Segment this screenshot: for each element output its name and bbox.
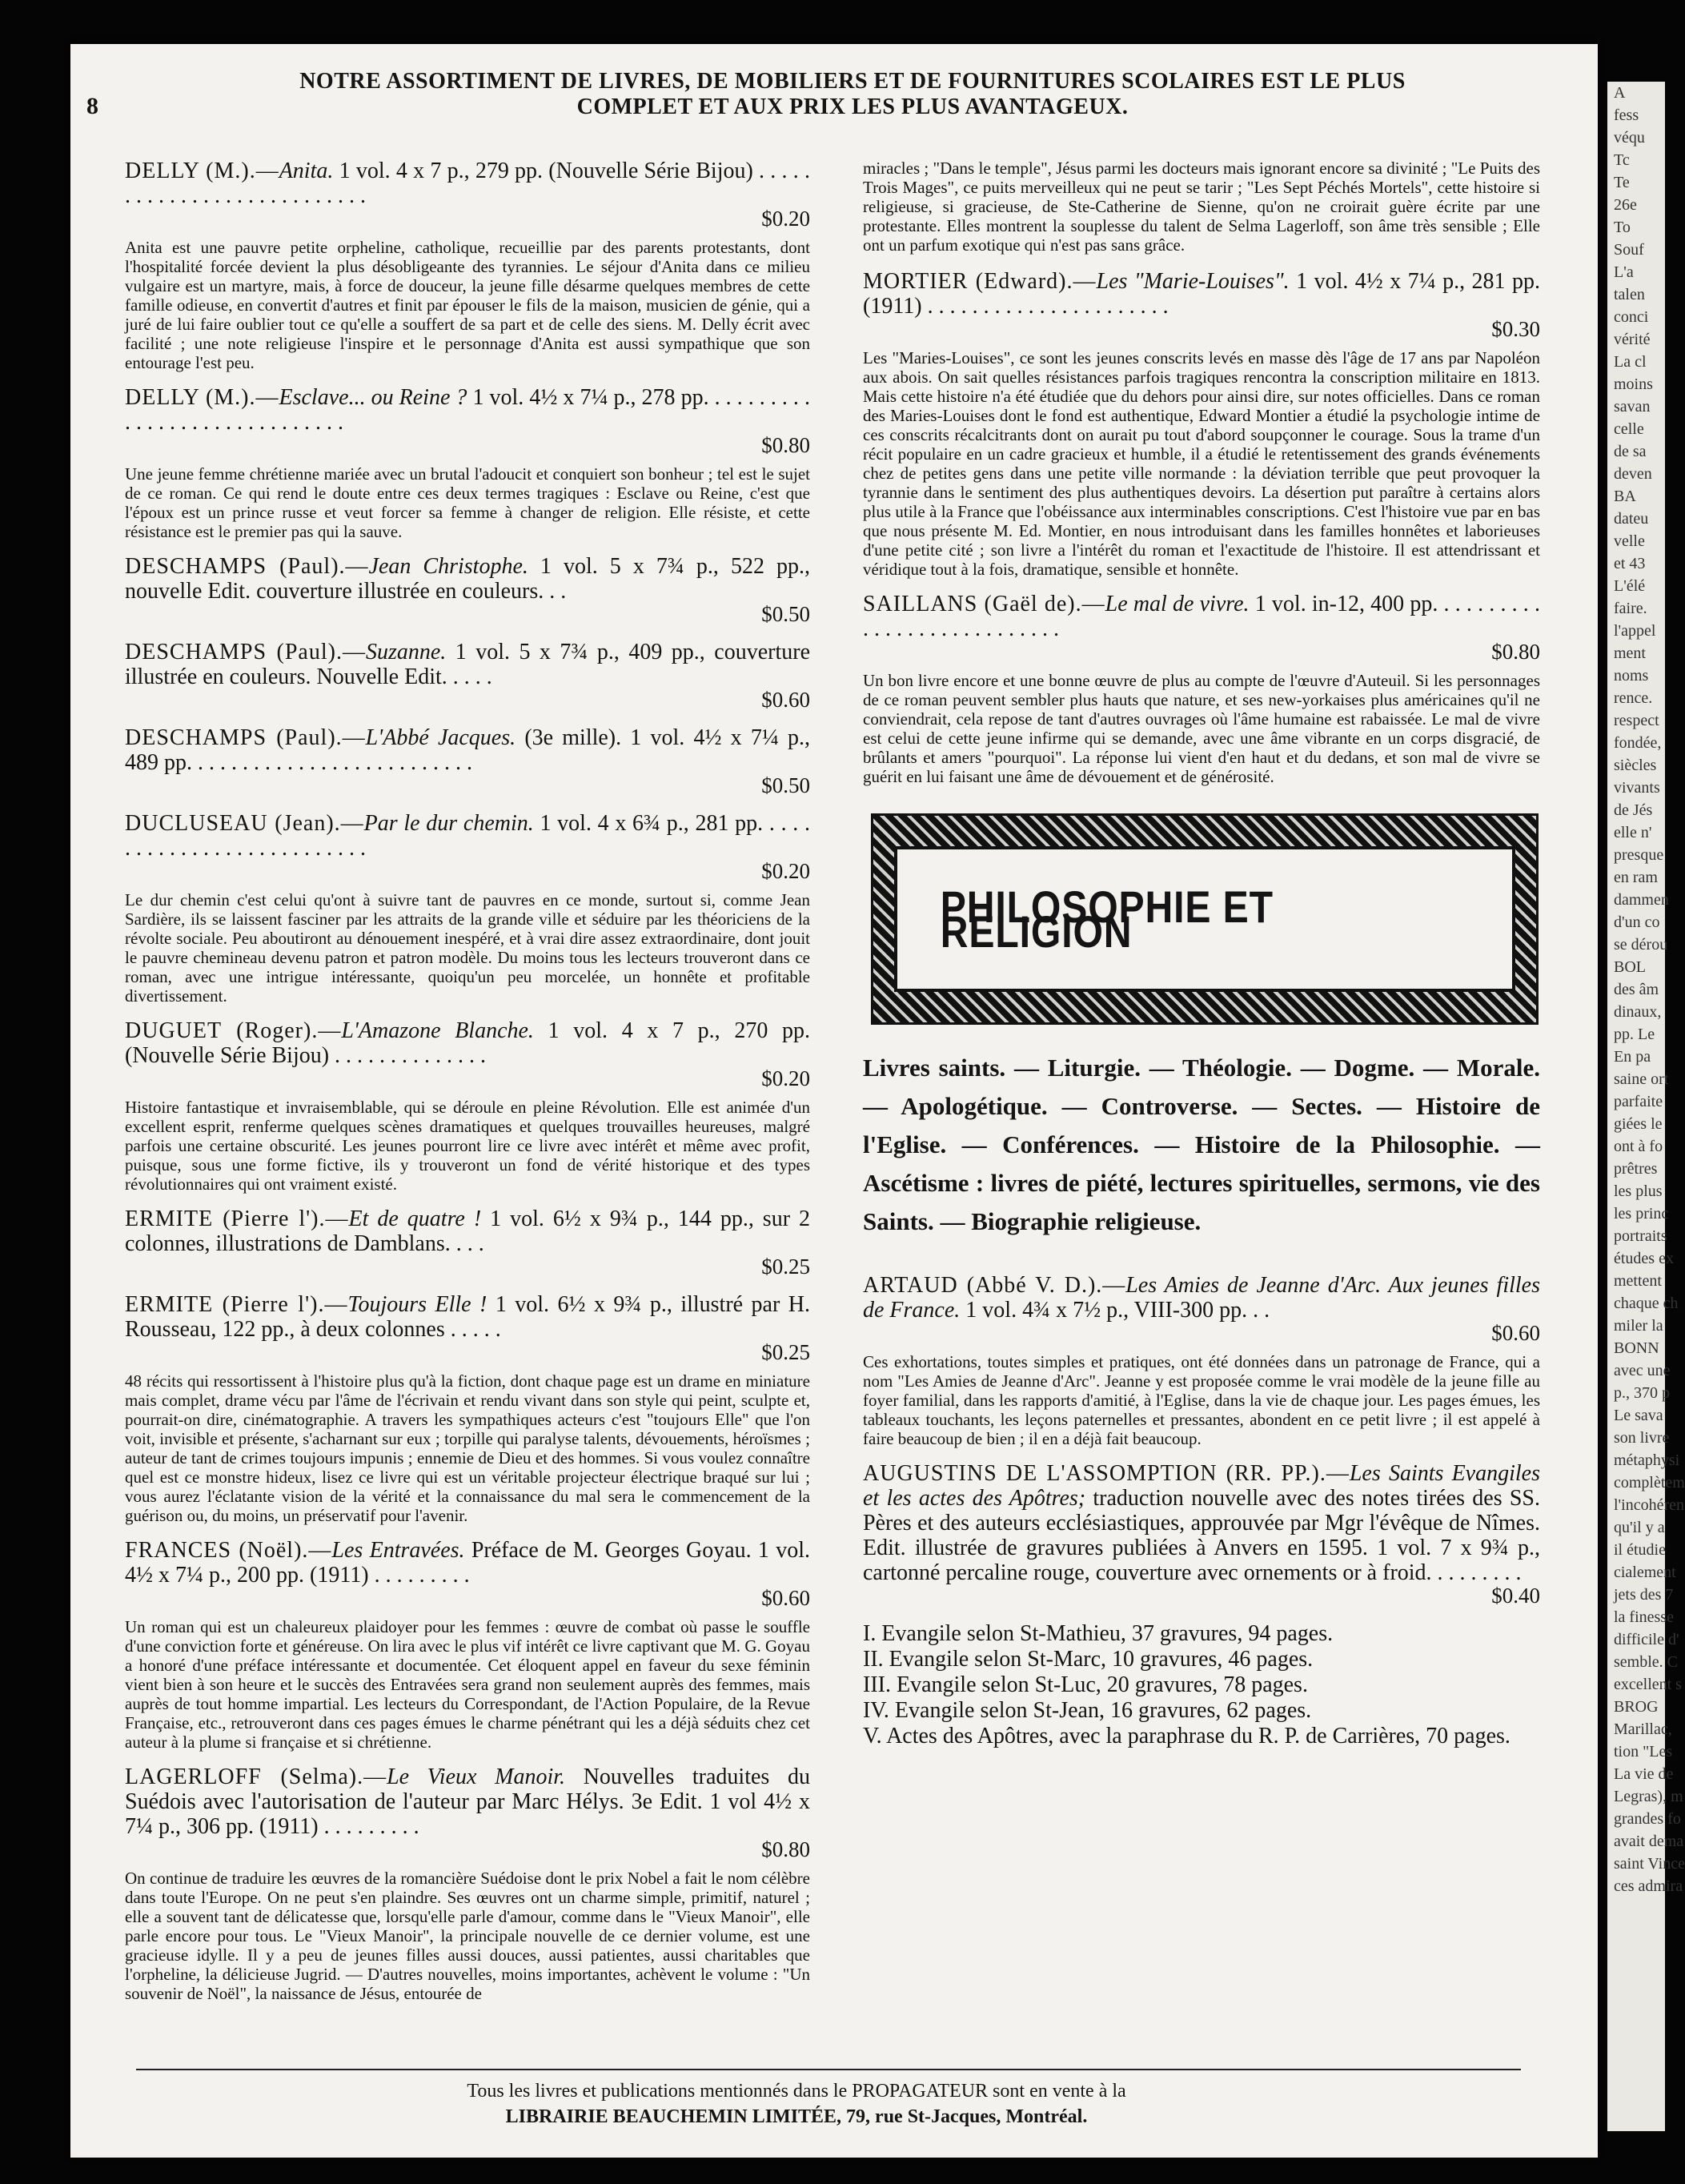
footer-line-1: Tous les livres et publications mentionnés dans le PROPAGATEUR sont en vente à la <box>467 2081 1126 2102</box>
next-page-fragment: avait dema <box>1614 1833 1684 1850</box>
entry-author: DESCHAMPS (Paul).— <box>125 640 366 664</box>
entry-author: ERMITE (Pierre l').— <box>125 1206 349 1231</box>
next-page-fragment: faire. <box>1614 600 1647 617</box>
header-line-2: COMPLET ET AUX PRIX LES PLUS AVANTAGEUX. <box>576 94 1129 119</box>
book-entry <box>125 1206 810 1279</box>
next-page-fragment: chaque ch <box>1614 1295 1679 1312</box>
entry-description: Les "Maries-Louises", ce sont les jeunes conscrits levés en masse dès l'âge de 17 ans par Napoléon aux abois. On sait quelles résistances parfois tragiques rencontra la conscription militaire en 1813. Mais cette histoire n'a été étudiée que du dehors pour ainsi dire, sur notes officielles. Dans ce roman des Maries-Louises dont le fond est authentique, Edward Montier a étudié la psychologie intime de ces conscrits récalcitrants dont on aurait pu tout d'abord soupçonner le courage. Sous la trame d'un récit populaire en un cadre gracieux et humble, il a étudié le retentissement des grands événements chez de petites gens dans une petite ville normande : la déviation terrible que peut provoquer la tyrannie dans le sentiment des plus authentiques devoirs. La désertion put paraître à certains alors plus utile à la France que l'obéissance aux interminables conscriptions. C'est l'histoire vue par en bas que nous présente M. Ed. Montier, en nous introduisant dans les familles honnêtes et laborieuses d'une petite cité ; son livre a l'intérêt du roman et l'exactitude de l'histoire. Il est attendrissant et véridique tout à la fois, dramatique, sensible et honnête. <box>863 348 1540 579</box>
right-entries <box>863 269 1540 786</box>
entry-details: Préface de M. Georges Goyau. 1 vol. 4½ x 7¼ p., 200 pp. (1911) . . . . . . . . . <box>125 1538 810 1588</box>
next-page-fragment: excellent s <box>1614 1676 1682 1693</box>
next-page-fragment: métaphysi <box>1614 1451 1680 1469</box>
next-page-fragment: prêtres <box>1614 1160 1658 1178</box>
next-page-fragment: saine ort <box>1614 1070 1669 1088</box>
entry-description: 48 récits qui ressortissent à l'histoire plus qu'à la fiction, dont chaque page est un drame en miniature mais complet, drame vécu par l'âme de l'écrivain et rendu vivant dans son style qui peint, sculpte et, pourrait-on dire, cinématographie. A travers les sympathiques acteurs c'est "toujours Elle" que l'on voit, invisible et présente, s'acharnant sur eux ; torpille qui paralyse talents, dévouements, héroïsmes ; auteur de tant de crimes toujours impunis ; ennemie de Dieu et des hommes. Si vous voulez connaître quel est ce monstre hideux, lisez ce livre qui est un véritable projecteur électrique braqué sur lui ; vous aurez l'éclatante vision de la vérité et la connaissance du mal sera le commencement de la guérison ou, du moins, un préservatif pour l'avenir. <box>125 1371 810 1525</box>
entry-author: FRANCES (Noël).— <box>125 1538 332 1563</box>
religion-entries <box>863 1273 1540 1608</box>
next-page-fragment: L'élé <box>1614 577 1646 595</box>
entry-author: MORTIER (Edward).— <box>863 269 1097 294</box>
next-page-fragment: To <box>1614 219 1631 236</box>
continued-text: miracles ; "Dans le temple", Jésus parmi les docteurs mais ignorant encore sa divinité ; "Le Puits des Trois Mages", ce puits merveilleux qui ne peut se tarir ; "Les Sept Péchés Mortels", cette histoire si religieuse, si gracieuse, de Ste-Catherine de Sienne, qu'on ne croirait guère écrite par une protestante. Elles montrent la souplesse du talent de Selma Lagerloff, son âme très sensible ; Elle ont un parfum exotique qui n'est pas sans grâce. <box>863 159 1540 255</box>
entry-details: 1 vol. 4¾ x 7½ p., VIII-300 pp. . . <box>960 1298 1270 1323</box>
entry-heading <box>125 640 810 689</box>
next-page-fragment: p., 370 p <box>1614 1384 1670 1402</box>
topics-list: Livres saints. — Liturgie. — Théologie. — Dogme. — Morale. — Apologétique. — Controverse. — Sectes. — Histoire de l'Eglise. — Conférences. — Histoire de la Philosophie. — Ascétisme : livres de piété, lectures spirituelles, sermons, vie des Saints. — Biographie religieuse. <box>863 1054 1540 1235</box>
next-page-fragment: 26e <box>1614 196 1637 214</box>
entry-author: DESCHAMPS (Paul).— <box>125 725 366 750</box>
next-page-fragment: de sa <box>1614 443 1647 460</box>
next-page-fragment: La cl <box>1614 353 1647 371</box>
entry-price: $0.40 <box>1491 1584 1540 1608</box>
next-page-fragment: l'appel <box>1614 622 1656 640</box>
page-number: 8 <box>86 93 98 119</box>
left-column <box>125 159 810 2016</box>
next-page-fragment: avec une <box>1614 1362 1671 1379</box>
entry-author: SAILLANS (Gaël de).— <box>863 592 1105 616</box>
entry-price: $0.60 <box>761 688 810 712</box>
entry-heading <box>125 159 810 208</box>
entry-author: ARTAUD (Abbé V. D.).— <box>863 1273 1126 1298</box>
book-entry <box>863 1273 1540 1448</box>
section-title-frame <box>894 846 1515 992</box>
entry-title: Suzanne. <box>365 640 447 664</box>
next-page-fragment: les plus <box>1614 1182 1663 1200</box>
entry-details: (3e mille). 1 vol. 4½ x 7¼ p., 489 pp. . . . . . . . . . . . . . . . . . . . . . . . . . <box>125 725 811 775</box>
gospel-list-item: IV. Evangile selon St-Jean, 16 gravures, 62 pages. <box>863 1698 1312 1723</box>
next-page-fragment: son livre <box>1614 1429 1670 1447</box>
entry-heading <box>125 1018 810 1068</box>
entry-details: 1 vol. 6½ x 9¾ p., illustré par H. Rousseau, 122 pp., à deux colonnes . . . . . <box>125 1292 810 1342</box>
next-page-fragment: Souf <box>1614 241 1644 259</box>
next-page-fragment: vérité <box>1614 331 1651 348</box>
next-page-fragment: cialement <box>1614 1564 1676 1581</box>
gospel-list-item: I. Evangile selon St-Mathieu, 37 gravures, 94 pages. <box>863 1621 1334 1646</box>
next-page-fragment: ont à fo <box>1614 1138 1663 1155</box>
entry-title: Toujours Elle ! <box>347 1292 487 1317</box>
entry-description: Le dur chemin c'est celui qu'ont à suivre tant de pauvres en ce monde, surtout si, comme Jean Sardière, ils se laissent fasciner par les attraits de la grande ville et séduire par les théoriciens de la révolte sociale. Peu aboutiront au dénouement inespéré, et à vrai dire assez extraordinaire, dont jouit le pauvre chemineau devenu patron et patron modèle. Du moins tous les lecteurs trouveront dans ce roman, avec une intrigue intéressante, quoiqu'un peu morcelée, un honnête et profitable divertissement. <box>125 890 810 1006</box>
next-page-fragment: BA <box>1614 488 1636 505</box>
next-page-fragment: giées le <box>1614 1115 1663 1133</box>
entry-price: $0.20 <box>761 1066 810 1090</box>
gospel-list <box>863 1621 1540 1749</box>
next-page-fragment: en ram <box>1614 869 1658 886</box>
entry-details: Nouvelles traduites du Suédois avec l'autorisation de l'auteur par Marc Hélys. 3e Edit. 1 vol 4½ x 7¼ p., 306 pp. (1911) . . . . . . . . . <box>125 1764 810 1839</box>
entry-details: traduction nouvelle avec des notes tirées des SS. Pères et des auteurs ecclésiastiques, approuvée par Mgr l'évêque de Nîmes. Edit. illustrée de gravures publiées à Anvers en 1595. 1 vol. 7 x 9¾ p., cartonné percaline rouge, couverture avec ornements or à froid. . . . . . . . . <box>863 1486 1540 1585</box>
next-page-fragment: presque <box>1614 846 1664 864</box>
entry-author: DUCLUSEAU (Jean).— <box>125 811 364 836</box>
book-entry <box>125 1538 810 1752</box>
next-page-fragment: Marillac, <box>1614 1720 1672 1738</box>
next-page-fragment: conci <box>1614 308 1649 326</box>
entry-title: Et de quatre ! <box>348 1206 482 1231</box>
next-page-fragment: et 43 <box>1614 555 1646 572</box>
entry-details: 1 vol. 5 x 7¾ p., 522 pp., nouvelle Edit. couverture illustrée en couleurs. . . <box>125 554 811 604</box>
next-page-fragment: se dérou <box>1614 936 1668 953</box>
next-page-fragment: L'a <box>1614 263 1634 281</box>
book-entry <box>125 725 810 798</box>
book-entry <box>863 1461 1540 1608</box>
next-page-fragment: A <box>1614 84 1626 102</box>
entry-heading <box>125 1292 810 1342</box>
next-page-fragment: talen <box>1614 286 1645 303</box>
footer-rule <box>136 2069 1521 2070</box>
entry-description: Une jeune femme chrétienne mariée avec un brutal l'adoucit et conquiert son bonheur ; tel est le sujet de ce roman. Ce qui rend le doute entre ces deux termes tragiques : Esclave ou Reine, c'est que l'époux est un prince russe et veut forcer sa femme à changer de religion. Elle résiste, et cette résistance est le premier pas qui la sauve. <box>125 464 810 541</box>
next-page-fragment: BROG <box>1614 1698 1659 1716</box>
next-page-fragment: miler la <box>1614 1317 1663 1335</box>
entry-details: 1 vol. 4½ x 7¼ p., 278 pp. . . . . . . . . . . . . . . . . . . . . . . . . . . . . . <box>125 385 810 435</box>
entry-heading <box>863 1461 1540 1585</box>
entry-heading <box>125 1538 810 1588</box>
entry-details: 1 vol. 4 x 6¾ p., 281 pp. . . . . . . . . . . . . . . . . . . . . . . . . . . <box>125 811 810 861</box>
entry-description: On continue de traduire les œuvres de la romancière Suédoise dont le prix Nobel a fait le nom célèbre dans toute l'Europe. On ne peut s'en plaindre. Ses œuvres ont un charme simple, primitif, naturel ; elle a souvent tant de délicatesse que, lorsqu'elle parle d'amour, comme dans le "Vieux Manoir", elle parle encore pour tous. Le "Vieux Manoir", la principale nouvelle de ce dernier volume, est une gracieuse idylle. Il y a peu de jeunes filles aussi douces, aussi patientes, aussi charitables que l'orpheline, la délicieuse Jugrid. — D'autres nouvelles, moins importantes, achèvent le volume : "Un souvenir de Noël", la naissance de Jésus, entourée de <box>125 1869 810 2003</box>
entry-title: Le Vieux Manoir. <box>387 1764 566 1789</box>
next-page-fragment: parfaite <box>1614 1093 1663 1110</box>
next-page-fragment: elle n' <box>1614 824 1652 841</box>
book-entry <box>863 592 1540 786</box>
book-entry <box>125 554 810 627</box>
next-page-fragment: qu'il y a <box>1614 1519 1665 1536</box>
next-page-fragment: véqu <box>1614 129 1645 147</box>
entry-price: $0.50 <box>761 773 810 797</box>
book-entry <box>125 159 810 372</box>
entry-title: Jean Christophe. <box>368 554 528 579</box>
next-page-fragment: grandes fo <box>1614 1810 1681 1828</box>
book-entry <box>125 1292 810 1525</box>
book-entry <box>125 385 810 541</box>
section-title: PHILOSOPHIE ET RELIGION <box>940 881 1274 957</box>
next-page-fragment: Te <box>1614 174 1630 191</box>
next-page-fragment: noms <box>1614 667 1649 685</box>
entry-heading <box>863 592 1540 641</box>
next-page-fragment: saint Vince <box>1614 1855 1685 1873</box>
next-page-fragment: BONN <box>1614 1339 1659 1357</box>
entry-details: 1 vol. in-12, 400 pp. . . . . . . . . . . . . . . . . . . . . . . . . . . . <box>863 592 1540 641</box>
entry-details: 1 vol. 5 x 7¾ p., 409 pp., couverture illustrée en couleurs. Nouvelle Edit. . . . . <box>125 640 810 689</box>
entry-title: Les Saints Evangiles et les actes des Apôtres; <box>863 1461 1540 1511</box>
next-page-fragment: portraits <box>1614 1227 1667 1245</box>
next-page-fragment: rence. <box>1614 689 1653 707</box>
entry-price: $0.50 <box>761 602 810 626</box>
entry-price: $0.60 <box>1491 1321 1540 1345</box>
entry-heading <box>125 1764 810 1839</box>
next-page-fragment: respect <box>1614 712 1659 729</box>
entry-description: Ces exhortations, toutes simples et pratiques, ont été données dans un patronage de France, qui a nom "Les Amies de Jeanne d'Arc". Jeanne y est proposée comme le vrai modèle de la jeune fille au foyer familial, dans les rapports d'amitié, à l'Eglise, dans la vie de chaque jour. Les pages émues, les tableaux touchants, les leçons paternelles et pressantes, abondent en ce petit livre ; il est appelé à faire beaucoup de bien ; il en a déjà fait beaucoup. <box>863 1352 1540 1448</box>
entry-title: Anita. <box>279 159 334 183</box>
next-page-fragment: semble. C <box>1614 1653 1678 1671</box>
next-page-fragment: Tc <box>1614 151 1630 169</box>
next-page-fragment: mettent <box>1614 1272 1662 1290</box>
next-page-fragment: études ex <box>1614 1250 1674 1267</box>
entry-description: Histoire fantastique et invraisemblable, qui se déroule en pleine Révolution. Elle est animée d'un excellent esprit, renferme quelques scènes dramatiques et quelques trouvailles heureuses, malgré parfois une certaine obscurité. Les jeunes pourront lire ce livre avec intérêt et même avec profit, puisque, sous une forme fictive, ils y trouveront un fond de vérité historique et des types révolutionnaires qui ont vraiment existé. <box>125 1098 810 1194</box>
next-page-fragment: de Jés <box>1614 801 1653 819</box>
entry-heading <box>863 1273 1540 1323</box>
book-entry <box>125 1764 810 2003</box>
next-page-fragment: En pa <box>1614 1048 1651 1066</box>
entry-title: L'Abbé Jacques. <box>365 725 516 750</box>
next-page-fragment: vivants <box>1614 779 1660 797</box>
book-entry <box>125 1018 810 1194</box>
entry-price: $0.25 <box>761 1255 810 1279</box>
entry-description: Un bon livre encore et une bonne œuvre de plus au compte de l'œuvre d'Auteuil. Si les personnages de ce roman peuvent sembler plus hauts que nature, et ses new-yorkaises plus américaines qu'il ne conviendrait, cela repose de tant d'autres ouvrages où l'âme humaine est rabaissée. Le mal de vivre est celui de cette jeune infirme qui se demande, avec une âme vibrante en un corps disgracié, de brûlants et amers "pourquoi". La réponse lui vient d'en haut et du dedans, et son mal de vivre se guérit en lui faisant une âme de dévouement et de générosité. <box>863 671 1540 786</box>
next-page-fragment: velle <box>1614 532 1645 550</box>
next-page-fragment: les princ <box>1614 1205 1669 1222</box>
entry-author: ERMITE (Pierre l').— <box>125 1292 348 1317</box>
next-page-fragment: BOL <box>1614 958 1646 976</box>
next-page-fragment: tion "Les <box>1614 1743 1673 1760</box>
next-page-fragment: dammen <box>1614 891 1669 909</box>
entry-title: Les Entravées. <box>331 1538 465 1563</box>
next-page-fragment: moins <box>1614 375 1653 393</box>
next-page-fragment: celle <box>1614 420 1644 438</box>
section-banner <box>871 813 1539 1025</box>
book-entry <box>125 811 810 1006</box>
entry-price: $0.80 <box>761 1837 810 1861</box>
entry-heading <box>125 385 810 435</box>
entry-price: $0.20 <box>761 207 810 231</box>
entry-heading <box>125 1206 810 1256</box>
right-column <box>863 159 1540 1749</box>
entry-heading <box>863 269 1540 319</box>
next-page-fragment: La vie de <box>1614 1765 1674 1783</box>
header-banner <box>216 69 1489 120</box>
book-entry <box>125 640 810 713</box>
next-page-fragment: jets des 7 <box>1614 1586 1674 1604</box>
entry-title: Les "Marie-Louises". <box>1096 269 1290 294</box>
next-page-fragment: fondée, <box>1614 734 1662 752</box>
entry-heading <box>125 725 810 775</box>
entry-price: $0.30 <box>1491 317 1540 341</box>
next-page-fragment: pp. Le <box>1614 1026 1655 1043</box>
next-page-fragment: il étudie <box>1614 1541 1666 1559</box>
next-page-fragment: dateu <box>1614 510 1649 528</box>
next-page-fragment: Le sava <box>1614 1407 1663 1424</box>
next-page-fragment: d'un co <box>1614 913 1660 931</box>
next-page-fragment: fess <box>1614 106 1639 124</box>
entry-details: 1 vol. 6½ x 9¾ p., 144 pp., sur 2 colonnes, illustrations de Damblans. . . . <box>125 1206 811 1256</box>
next-page-fragment: des âm <box>1614 981 1659 998</box>
entry-price: $0.60 <box>761 1586 810 1610</box>
entry-price: $0.80 <box>1491 640 1540 664</box>
gospel-list-item: V. Actes des Apôtres, avec la paraphrase du R. P. de Carrières, 70 pages. <box>863 1724 1510 1748</box>
gospel-list-item: III. Evangile selon St-Luc, 20 gravures, 78 pages. <box>863 1672 1308 1697</box>
next-page-fragment: deven <box>1614 465 1652 483</box>
entry-author: DELLY (M.).— <box>125 159 279 183</box>
entry-price: $0.20 <box>761 859 810 883</box>
entry-title: L'Amazone Blanche. <box>341 1018 534 1043</box>
entry-title: Esclave... ou Reine ? <box>279 385 467 410</box>
entry-author: DUGUET (Roger).— <box>125 1018 342 1043</box>
next-page-fragment: dinaux, <box>1614 1003 1662 1021</box>
entry-title: Le mal de vivre. <box>1105 592 1250 616</box>
entry-description: Un roman qui est un chaleureux plaidoyer pour les femmes : œuvre de combat où passe le souffle d'une conviction forte et généreuse. On lira avec le plus vif intérêt ce livre captivant que M. G. Goyau a honoré d'une préface intéressante et documentée. Cet éloquent appel en faveur du sexe féminin vient bien à son heure et le succès des Entravées sera grand non seulement auprès des femmes, mais auprès de tout homme impartial. Les lecteurs du Correspondant, de l'Action Populaire, de la Revue Française, etc., retrouveront dans ces pages émues le charme pénétrant qui les a déjà séduits chez cet auteur à la plume si française et si chrétienne. <box>125 1617 810 1752</box>
next-page-edge <box>1607 82 1685 2131</box>
entry-author: LAGERLOFF (Selma).— <box>125 1764 387 1789</box>
book-entry <box>863 269 1540 579</box>
entry-price: $0.25 <box>761 1340 810 1364</box>
next-page-fragment: siècles <box>1614 757 1657 774</box>
next-page-fragment: complètem <box>1614 1474 1685 1491</box>
gospel-list-item: II. Evangile selon St-Marc, 10 gravures, 46 pages. <box>863 1647 1314 1672</box>
entry-details: 1 vol. 4½ x 7¼ p., 281 pp. (1911) . . . . . . . . . . . . . . . . . . . . . . <box>863 269 1541 319</box>
entry-heading <box>125 811 810 861</box>
next-page-fragment: difficile d' <box>1614 1631 1679 1648</box>
next-page-fragment: ces admira <box>1614 1877 1683 1895</box>
entry-author: AUGUSTINS DE L'ASSOMPTION (RR. PP.).— <box>863 1461 1350 1486</box>
entry-description: Anita est une pauvre petite orpheline, catholique, recueillie par des parents protestants, dont l'hospitalité forcée devient la plus désobligeante des tyrannies. Le séjour d'Anita dans ce milieu vulgaire est un martyre, mais, à force de douceur, la jeune fille désarme quelques membres de cette famille odieuse, en convertit d'autres et finit par épouser le fils de la maison, musicien de génie, qui a juré de lui faire oublier tout ce qu'elle a souffert de sa part et de celle des siens. M. Delly écrit avec facilité ; une note religieuse l'inspire et le personnage d'Anita est aussi sympathique que son entourage l'est peu. <box>125 238 810 372</box>
header-line-1: NOTRE ASSORTIMENT DE LIVRES, DE MOBILIERS ET DE FOURNITURES SCOLAIRES EST LE PLUS <box>299 69 1406 94</box>
entry-details: 1 vol. 4 x 7 p., 279 pp. (Nouvelle Série Bijou) . . . . . . . . . . . . . . . . . . . . . . . . . . . <box>125 159 810 208</box>
next-page-fragment: la finesse <box>1614 1608 1674 1626</box>
next-page-fragment: ment <box>1614 644 1646 662</box>
next-page-fragment: l'incohéren <box>1614 1496 1685 1514</box>
entry-heading <box>125 554 810 604</box>
entry-title: Les Amies de Jeanne d'Arc. Aux jeunes filles de France. <box>863 1273 1540 1323</box>
footer-line-2: LIBRAIRIE BEAUCHEMIN LIMITÉE, 79, rue St-Jacques, Montréal. <box>505 2106 1088 2127</box>
next-page-fragment: Legras), m <box>1614 1788 1683 1805</box>
entry-author: DELLY (M.).— <box>125 385 279 410</box>
entry-details: 1 vol. 4 x 7 p., 270 pp. (Nouvelle Série Bijou) . . . . . . . . . . . . . . <box>125 1018 810 1068</box>
entry-price: $0.80 <box>761 433 810 457</box>
footer <box>160 2078 1433 2130</box>
next-page-fragment: savan <box>1614 398 1651 416</box>
entry-title: Par le dur chemin. <box>363 811 534 836</box>
entry-author: DESCHAMPS (Paul).— <box>125 554 369 579</box>
